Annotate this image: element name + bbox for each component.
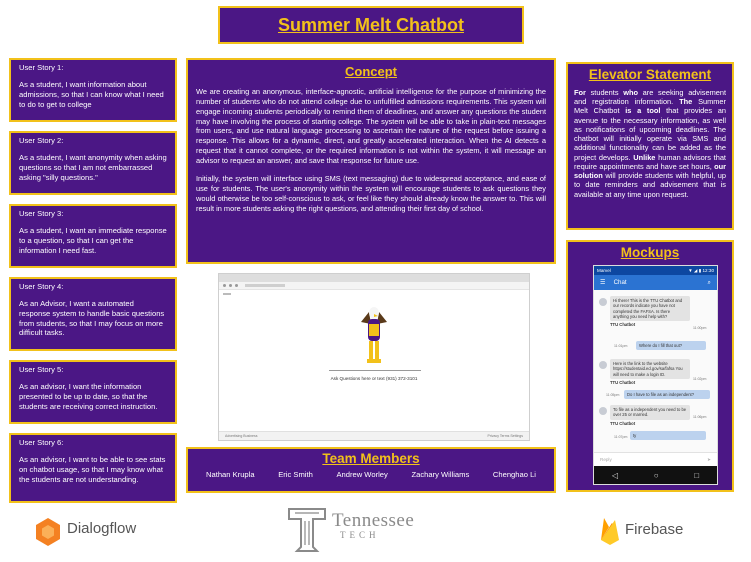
- bot-avatar: [599, 298, 607, 306]
- web-mockup: [218, 273, 530, 441]
- phone-status-bar: Marvel ▼ ◢ ▮ 12:30: [594, 266, 717, 275]
- user-story-heading: User Story 6:: [19, 438, 64, 447]
- phone-app-bar: [594, 275, 717, 290]
- web-caption: Ask Questions here or text (931) 372-3101: [330, 376, 418, 381]
- elevator-title: Elevator Statement: [588, 67, 712, 82]
- user-story-heading: User Story 1:: [19, 63, 64, 72]
- user-story-6: [9, 433, 177, 503]
- url-field: [245, 284, 285, 287]
- team-member: Zachary Williams: [411, 470, 470, 479]
- user-story-2: [9, 131, 177, 195]
- user-story-heading: User Story 4:: [19, 282, 64, 291]
- user-story-1: [9, 58, 177, 122]
- footer-right: Privacy Terms Settings: [487, 434, 523, 438]
- browser-tab-bar: [219, 274, 529, 282]
- user-story-text: As a student, I want an immediate response to a question, so that I can get the information I need fast.: [19, 225, 167, 255]
- user-story-heading: User Story 3:: [19, 209, 64, 218]
- forward-icon: [229, 284, 232, 287]
- chat-input-line[interactable]: [329, 370, 421, 371]
- user-message: Do I have to file as an independent?: [624, 390, 710, 399]
- user-story-heading: User Story 5:: [19, 365, 64, 374]
- phone-mockup: Marvel ▼ ◢ ▮ 12:30 ☰ Chat ⌕ Hi there! This is the TTU Chatbot and our records indicate you have not completed the FAFSA. Is there anything you need help with? TTU Chatbot 11:00pm 11:01pm Where do I fill that out? Here is the link to the website https://studentaid.ed.gov/sa/fafsa You will need to make a login ID. TTU Chatbot 11:02pm 11:05pm Do I have to file as an independent? To file as a independent you need to be over 25 or married. TTU Chatbot 11:06pm 11:07pm ty Reply ➤ ◁ ○ □: [593, 265, 718, 485]
- bot-message: Hi there! This is the TTU Chatbot and our records indicate you have not completed the FAFSA. Is there anything you need help with? TTU Chatbot: [610, 296, 690, 327]
- home-icon[interactable]: ○: [653, 470, 659, 480]
- back-icon: [223, 284, 226, 287]
- concept-paragraph-1: We are creating an anonymous, interface-agnostic, artificial intelligence for the purpose of minimizing the number of students who do not attend college due to unfulfilled admissions requirements. This system will engage incoming students periodically to remind them of deadlines, and answer any questions the student may have involving the process of starting college. The system will be able to take in plain-text messages from users, and use natural language processing to ascertain the nature of the request before issuing a response. This allows for a dynamic, direct, and greatly accelerated interaction. When the AI detects a request that it cannot complete, or the required information is not within the system, it will message an advisor to request an answer, and save that response for future use.: [196, 86, 546, 166]
- team-title: Team Members: [322, 451, 420, 466]
- dialogflow-logo-text: Dialogflow: [67, 520, 137, 537]
- bot-message: To file as a independent you need to be over 25 or married. TTU Chatbot: [610, 405, 690, 426]
- page-nav-icon: [223, 293, 231, 295]
- user-story-5: [9, 360, 177, 424]
- bot-avatar: [599, 407, 607, 415]
- recents-icon[interactable]: □: [694, 470, 700, 480]
- mockups-title: Mockups: [620, 245, 680, 260]
- user-message: ty: [630, 431, 706, 440]
- reply-input[interactable]: Reply ➤: [594, 452, 717, 466]
- user-story-4: [9, 277, 177, 351]
- firebase-logo-icon: [599, 516, 621, 546]
- team-member: Eric Smith: [278, 470, 313, 479]
- team-member: Chenghao Li: [492, 470, 536, 479]
- user-story-text: As an advisor, I want the information presented to be up to date, so that the students are receiving correct instruction.: [19, 381, 158, 411]
- firebase-logo-text: Firebase: [625, 521, 684, 538]
- team-member: Nathan Krupla: [206, 470, 255, 479]
- tennessee-tech-logo-icon: [287, 507, 327, 553]
- user-story-heading: User Story 2:: [19, 136, 64, 145]
- user-message: Where do I fill that out?: [636, 341, 706, 350]
- title-box: [218, 6, 524, 44]
- user-story-text: As an advisor, I want to be able to see stats on chatbot usage, so that I may know what the students are not understanding.: [19, 454, 166, 484]
- user-story-text: As an Advisor, I want a automated response system to handle basic questions from students, so that I may focus on more difficult tasks.: [19, 298, 165, 338]
- user-story-3: [9, 204, 177, 268]
- eagle-mascot-icon: [359, 304, 389, 368]
- elevator-text: For students who are seeking advisement and registration information. The Summer Melt Chatbot is a tool that provides an avenue to the necessary information, as well as notifications of upcoming deadlines. The chatbot will initially operate via SMS and additional functionality can be added as the project develops. Unlike human advisors that require appointments and have set hours, our solution will provide students with helpful, up to date reminders and advisement that is available at any time upon request.: [574, 87, 726, 199]
- browser-url-bar: [219, 282, 529, 290]
- android-nav-bar: [594, 466, 717, 484]
- tech-logo-text: TECH: [340, 530, 380, 540]
- team-panel: [186, 447, 556, 493]
- back-icon[interactable]: ◁: [611, 470, 619, 480]
- bot-message: Here is the link to the website https://studentaid.ed.gov/sa/fafsa You will need to make a login ID. TTU Chatbot: [610, 359, 690, 385]
- concept-panel: [186, 58, 556, 264]
- poster-title: Summer Melt Chatbot: [277, 14, 464, 35]
- chat-title: Chat: [613, 279, 627, 286]
- search-icon[interactable]: ⌕: [707, 278, 711, 286]
- elevator-panel: [566, 62, 734, 230]
- tennessee-logo-text: Tennessee: [332, 510, 415, 531]
- browser-footer: [219, 431, 529, 440]
- bot-avatar: [599, 361, 607, 369]
- user-story-text: As a student, I want information about admissions, so that I can know what I need to do to get to college: [19, 79, 164, 109]
- footer-left: Advertising Business: [225, 434, 258, 438]
- reload-icon: [235, 284, 238, 287]
- send-icon[interactable]: ➤: [707, 456, 711, 462]
- concept-paragraph-2: Initially, the system will interface using SMS (text messaging) due to widespread acceptance, and ease of use for students. The user's anonymity within the system will encourage students to ask questions they would otherwise be too self-conscious to ask, or feel like they should already know the answer to. This will result in more students asking the right questions, and attending their first day of school.: [196, 174, 546, 214]
- menu-icon[interactable]: ☰: [600, 279, 606, 286]
- user-story-text: As a student, I want anonymity when asking questions so that I am not embarrassed asking "silly questions.": [19, 152, 167, 182]
- concept-title: Concept: [345, 64, 397, 79]
- team-member: Andrew Worley: [336, 470, 388, 479]
- team-members: [194, 470, 548, 479]
- dialogflow-logo-icon: [35, 517, 61, 547]
